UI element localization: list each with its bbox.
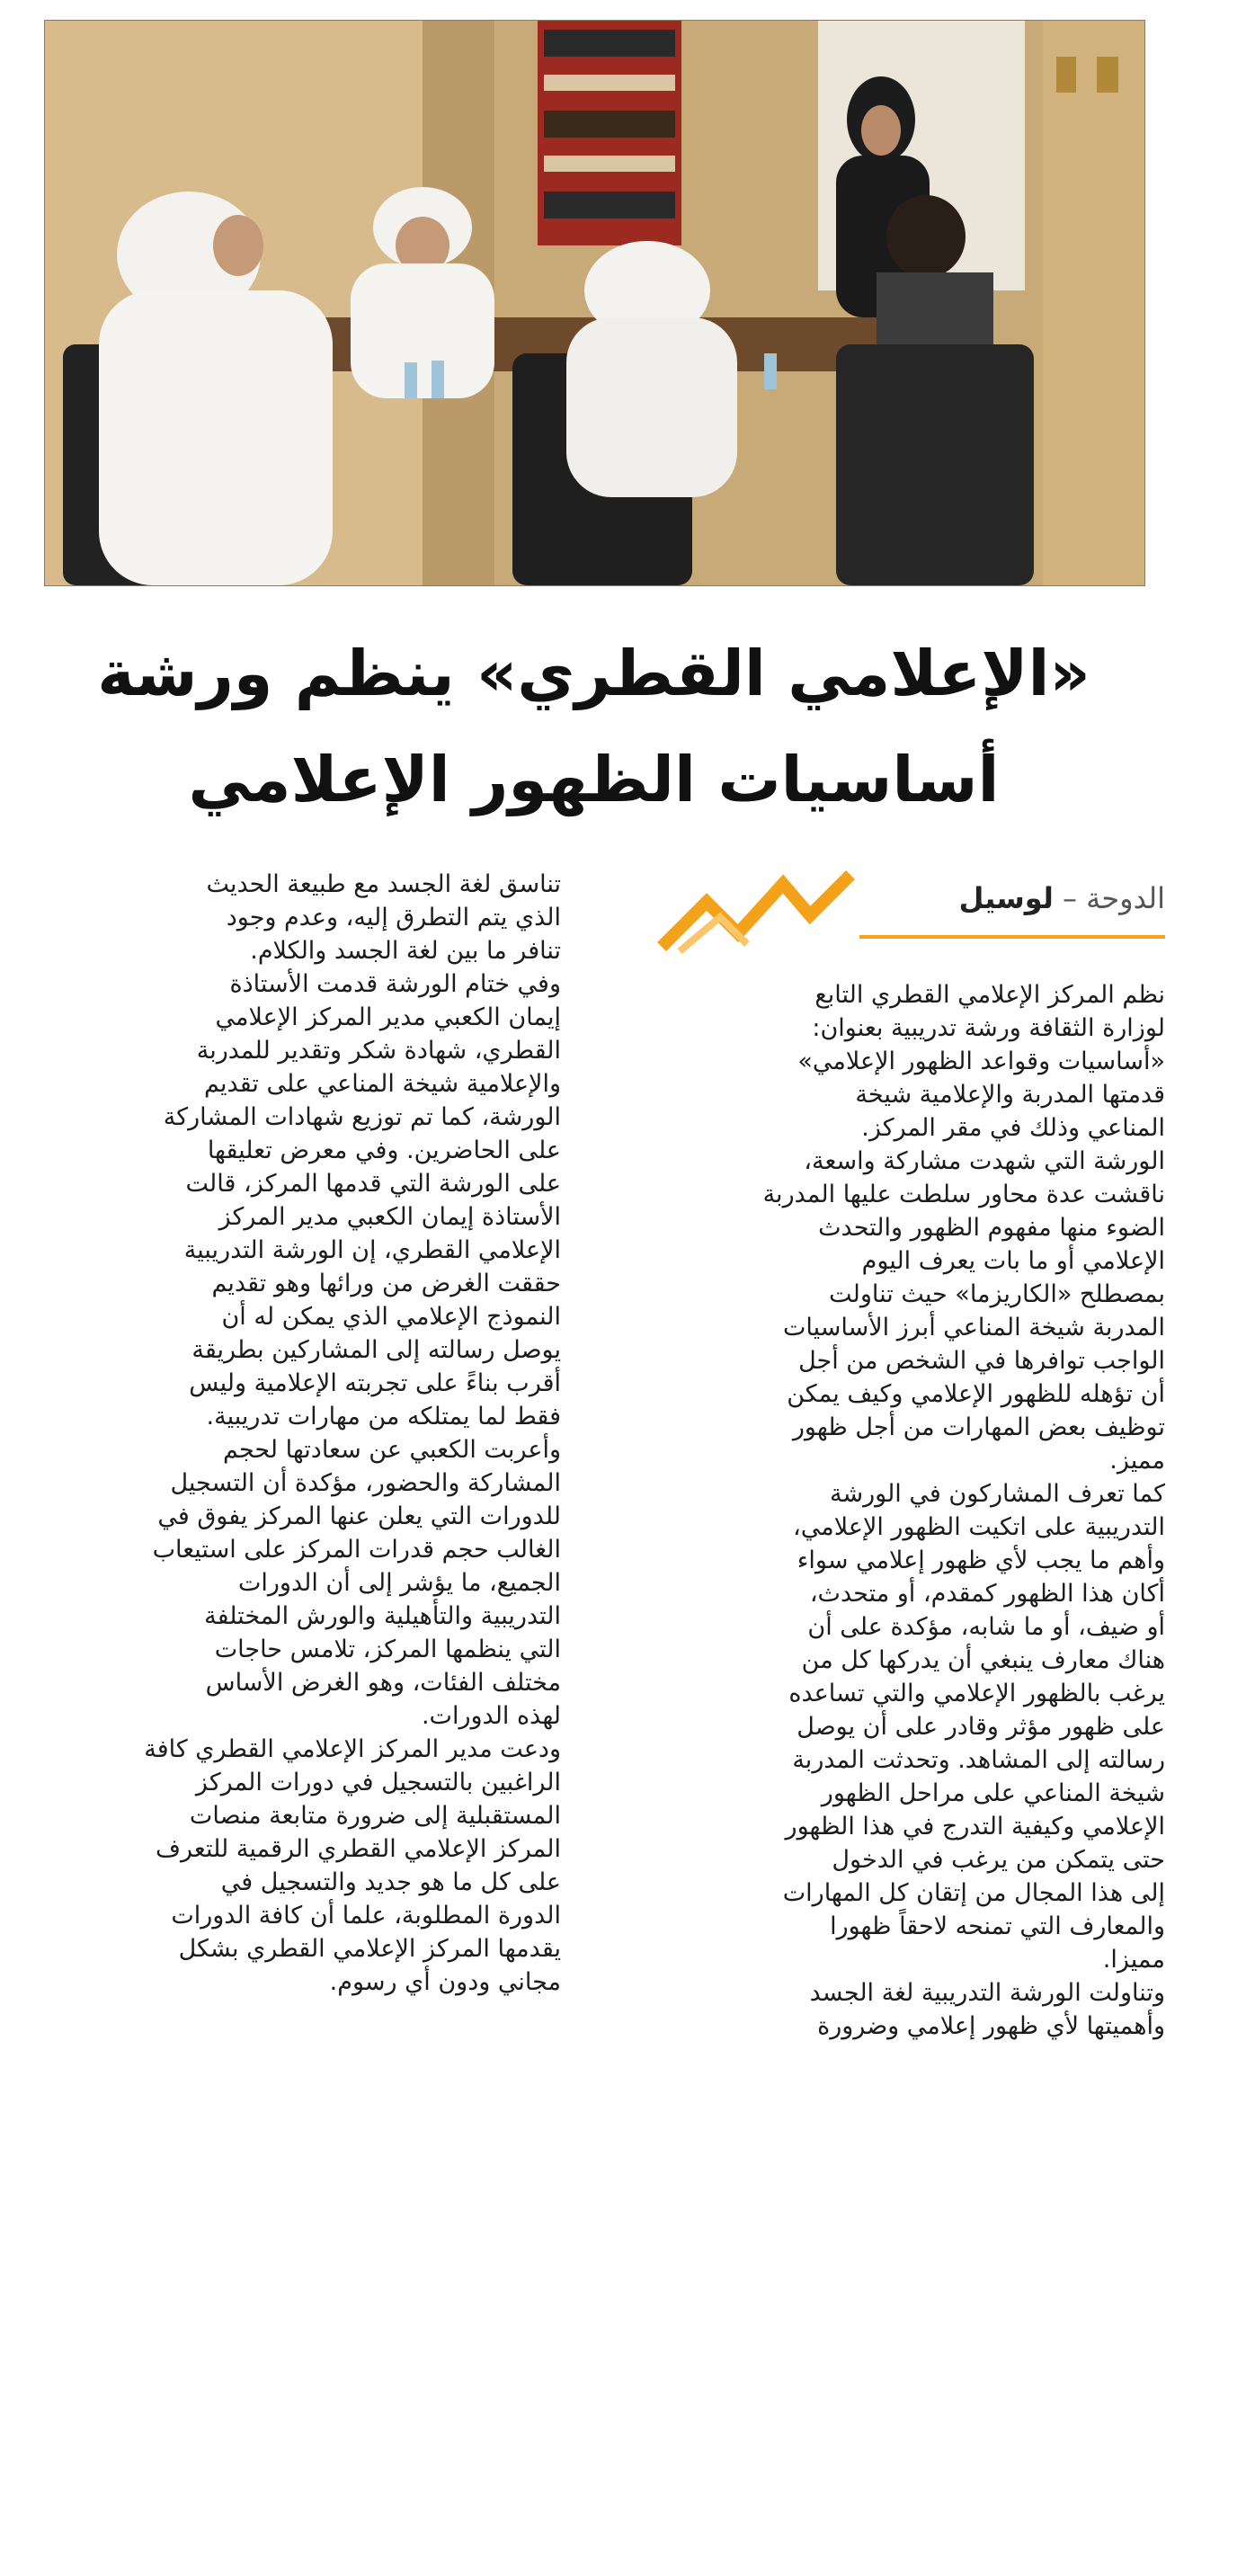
article-text-line: على كل ما هو جديد والتسجيل في — [220, 1868, 561, 1896]
article-text-line: «أساسيات وقواعد الظهور الإعلامي» — [797, 1047, 1165, 1075]
article-text-line: لهذه الدورات. — [421, 1702, 561, 1730]
article-text-line: النموذج الإعلامي الذي يمكن له أن — [221, 1303, 561, 1331]
article-text-line: الجميع، ما يؤشر إلى أن الدورات — [237, 1569, 561, 1597]
dateline — [653, 861, 1165, 960]
article-text-line: بمصطلح «الكاريزما» حيث تناولت — [829, 1280, 1165, 1308]
article-text-line: توظيف بعض المهارات من أجل ظهور — [792, 1413, 1165, 1441]
article-text-line: أقرب بناءً على تجربته الإعلامية وليس — [189, 1369, 561, 1397]
article-text-line: الورشة التي شهدت مشاركة واسعة، — [804, 1147, 1165, 1175]
article-text-line: وتناولت الورشة التدريبية لغة الجسد — [809, 1979, 1165, 2007]
article-text-line: المشاركة والحضور، مؤكدة أن التسجيل — [170, 1469, 561, 1497]
article-text-line: نظم المركز الإعلامي القطري التابع — [814, 981, 1165, 1009]
dateline-rule — [859, 935, 1165, 939]
headline-line-2: أساسيات الظهور الإعلامي — [188, 743, 1000, 816]
article-text-line: المركز الإعلامي القطري الرقمية للتعرف — [156, 1835, 561, 1863]
article-text-line: كما تعرف المشاركون في الورشة — [830, 1480, 1165, 1508]
article-text-line: تناسق لغة الجسد مع طبيعة الحديث — [206, 870, 561, 898]
article-text-line: إلى هذا المجال من إتقان كل المهارات — [782, 1879, 1165, 1907]
article-text-line: التدريبية على اتكيت الظهور الإعلامي، — [793, 1513, 1165, 1541]
article-text-line: وفي ختام الورشة قدمت الأستاذة — [229, 970, 561, 998]
article-text-line: شيخة المناعي على مراحل الظهور — [821, 1779, 1165, 1807]
article-text-line: والمعارف التي تمنحه لاحقاً ظهورا — [830, 1912, 1165, 1940]
article-text-line: أكان هذا الظهور كمقدم، أو متحدث، — [809, 1580, 1165, 1608]
article-text-line: المناعي وذلك في مقر المركز. — [861, 1114, 1165, 1142]
article-text-line: على ظهور مؤثر وقادر على أن يوصل — [797, 1713, 1165, 1741]
article-text-line: الراغبين بالتسجيل في دورات المركز — [195, 1769, 561, 1796]
article-text-line: إيمان الكعبي مدير المركز الإعلامي — [215, 1003, 561, 1031]
article-text-line: أن تؤهله للظهور الإعلامي وكيف يمكن — [787, 1380, 1165, 1408]
article-text-line: المستقبلية إلى ضرورة متابعة منصات — [189, 1802, 561, 1830]
article-text-line: قدمتها المدربة والإعلامية شيخة — [855, 1081, 1165, 1109]
article-text-line: حققت الغرض من ورائها وهو تقديم — [211, 1270, 561, 1297]
article-text-line: التي ينظمها المركز، تلامس حاجات — [214, 1636, 561, 1663]
article-text-line: أو ضيف، أو ما شابه، مؤكدة على أن — [807, 1613, 1165, 1641]
article-text-line: حتى يتمكن من يرغب في الدخول — [832, 1846, 1165, 1874]
article-text-line: لوزارة الثقافة ورشة تدريبية بعنوان: — [812, 1014, 1165, 1042]
dateline-separator: – — [1063, 881, 1077, 915]
article-text-line: الواجب توافرها في الشخص من أجل — [798, 1347, 1165, 1375]
article-text-line: ودعت مدير المركز الإعلامي القطري كافة — [144, 1735, 561, 1763]
article-text-line: وأهم ما يجب لأي ظهور إعلامي سواء — [797, 1546, 1165, 1574]
article-text-line: على الحاضرين. وفي معرض تعليقها — [207, 1136, 561, 1164]
article-text-line: الغالب حجم قدرات المركز على استيعاب — [152, 1536, 561, 1564]
article-text-line: يرغب بالظهور الإعلامي والتي تساعده — [788, 1680, 1165, 1707]
article-text-line: مميز. — [1109, 1447, 1165, 1475]
article-text-line: القطري، شهادة شكر وتقدير للمدربة — [196, 1037, 561, 1065]
dateline-city: الدوحة — [1086, 881, 1165, 915]
article-text-line: الورشة، كما تم توزيع شهادات المشاركة — [163, 1103, 561, 1131]
article-text-line: التدريبية والتأهيلية والورش المختلفة — [204, 1602, 561, 1630]
article-text-line: الإعلامي القطري، إن الورشة التدريبية — [183, 1236, 561, 1264]
article-text-line: المدربة شيخة المناعي أبرز الأساسيات — [783, 1314, 1165, 1341]
article-column-right — [647, 978, 1165, 2043]
article-text-line: الإعلامي أو ما بات يعرف اليوم — [861, 1247, 1165, 1275]
article-text-line: والإعلامية شيخة المناعي على تقديم — [204, 1070, 561, 1098]
article-text-line: وأعربت الكعبي عن سعادتها لحجم — [222, 1436, 561, 1464]
article-photo — [44, 20, 1145, 586]
article-text-line: الدورة المطلوبة، علما أن كافة الدورات — [171, 1902, 561, 1930]
article-text-line: مختلف الفئات، وهو الغرض الأساس — [205, 1669, 561, 1697]
article-text-line: مجاني ودون أي رسوم. — [329, 1968, 561, 1996]
workshop-photo-illustration — [45, 21, 1144, 585]
dateline-source: لوسيل — [958, 881, 1054, 915]
zigzag-arrow-logo-icon — [653, 861, 859, 960]
article-text-line: فقط لما يمتلكه من مهارات تدريبية. — [206, 1403, 561, 1431]
article-column-left — [43, 868, 561, 1999]
dateline-text — [959, 881, 1165, 915]
article-text-line: الذي يتم التطرق إليه، وعدم وجود — [226, 904, 561, 931]
article-text-line: الضوء منها مفهوم الظهور والتحدث — [818, 1214, 1165, 1242]
article-text-line: على الورشة التي قدمها المركز، قالت — [185, 1170, 561, 1198]
article-text-line: يقدمها المركز الإعلامي القطري بشكل — [178, 1935, 561, 1963]
article-text-line: مميزا. — [1102, 1946, 1165, 1974]
article-text-line: يوصل رسالته إلى المشاركين بطريقة — [191, 1336, 561, 1364]
article-text-line: رسالته إلى المشاهد. وتحدثت المدربة — [792, 1746, 1165, 1774]
article-text-line: الإعلامي وكيفية التدرج في هذا الظهور — [785, 1813, 1165, 1841]
article-text-line: تنافر ما بين لغة الجسد والكلام. — [250, 937, 561, 965]
article-text-line: للدورات التي يعلن عنها المركز يفوق في — [157, 1502, 561, 1530]
article-text-line: الأستاذة إيمان الكعبي مدير المركز — [218, 1203, 561, 1231]
article-headline — [44, 620, 1144, 833]
article-text-line: ناقشت عدة محاور سلطت عليها المدربة — [762, 1181, 1165, 1208]
headline-line-1: «الإعلامي القطري» ينظم ورشة — [97, 637, 1090, 710]
article-text-line: هناك معارف ينبغي أن يدركها كل من — [801, 1646, 1165, 1674]
article-text-line: وأهميتها لأي ظهور إعلامي وضرورة — [817, 2012, 1165, 2040]
